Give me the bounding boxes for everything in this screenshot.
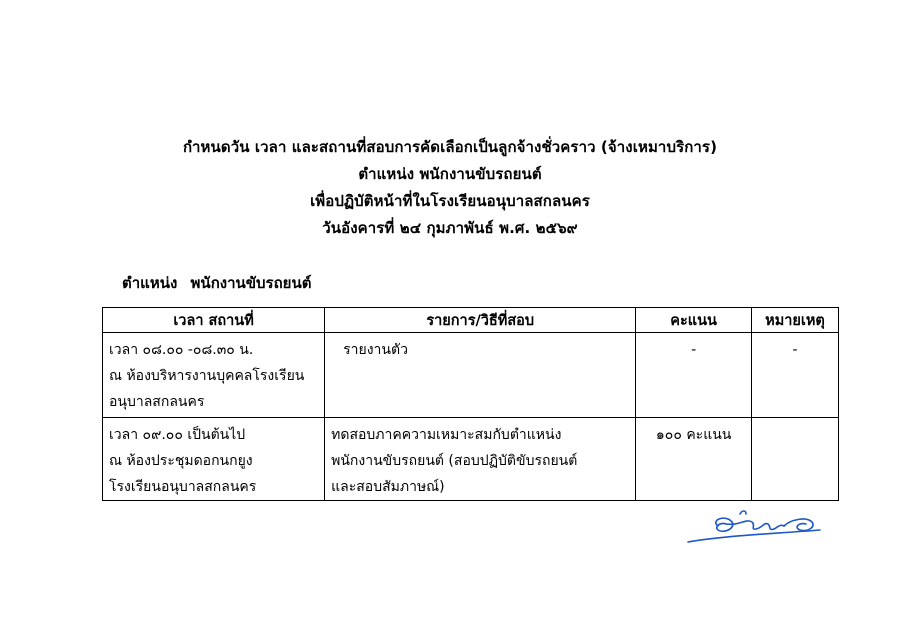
header-line-1: กำหนดวัน เวลา และสถานที่สอบการคัดเลือกเป็นลูกจ้างชั่วคราว (จ้างเหมาบริการ) bbox=[182, 138, 718, 156]
header-time-place: เวลา สถานที่ bbox=[103, 308, 325, 333]
table-header-row bbox=[103, 308, 839, 333]
header-note: หมายเหตุ bbox=[751, 308, 838, 333]
place-line: โรงเรียนอนุบาลสกลนคร bbox=[109, 479, 257, 495]
cell-time-place bbox=[103, 333, 325, 418]
header-line-3: เพื่อปฏิบัติหน้าที่ในโรงเรียนอนุบาลสกลนคร bbox=[310, 192, 590, 210]
cell-score: ๑๐๐ คะแนน bbox=[636, 418, 752, 501]
position-value: พนักงานขับรถยนต์ bbox=[190, 274, 312, 292]
position-heading bbox=[122, 271, 319, 295]
header-item: รายการ/วิธีที่สอบ bbox=[325, 308, 636, 333]
cell-item bbox=[325, 333, 636, 418]
place-line: ณ ห้องประชุมดอกนกยูง bbox=[109, 453, 253, 469]
item-line: ทดสอบภาคความเหมาะสมกับตำแหน่ง bbox=[331, 427, 562, 443]
position-label: ตำแหน่ง bbox=[122, 274, 178, 292]
schedule-table bbox=[102, 307, 839, 501]
item-line: พนักงานขับรถยนต์ (สอบปฏิบัติขับรถยนต์ bbox=[331, 453, 578, 469]
header-line-2: ตำแหน่ง พนักงานขับรถยนต์ bbox=[358, 165, 542, 183]
time-line: เวลา ๐๘.๐๐ -๐๘.๓๐ น. bbox=[109, 342, 254, 358]
header-line-4: วันอังคารที่ ๒๔ กุมภาพันธ์ พ.ศ. ๒๕๖๙ bbox=[322, 219, 578, 237]
place-line: อนุบาลสกลนคร bbox=[109, 394, 205, 410]
cell-note: - bbox=[751, 333, 838, 418]
cell-score: - bbox=[636, 333, 752, 418]
header-score: คะแนน bbox=[636, 308, 752, 333]
table-row bbox=[103, 333, 839, 418]
cell-time-place bbox=[103, 418, 325, 501]
cell-note bbox=[751, 418, 838, 501]
item-line: และสอบสัมภาษณ์) bbox=[331, 479, 445, 495]
item-line: รายงานตัว bbox=[343, 342, 408, 358]
time-line: เวลา ๐๙.๐๐ เป็นต้นไป bbox=[109, 427, 246, 443]
place-line: ณ ห้องบริหารงานบุคคลโรงเรียน bbox=[109, 368, 305, 384]
signature-icon bbox=[680, 500, 830, 550]
cell-item bbox=[325, 418, 636, 501]
table-row bbox=[103, 418, 839, 501]
document-header bbox=[0, 134, 900, 242]
